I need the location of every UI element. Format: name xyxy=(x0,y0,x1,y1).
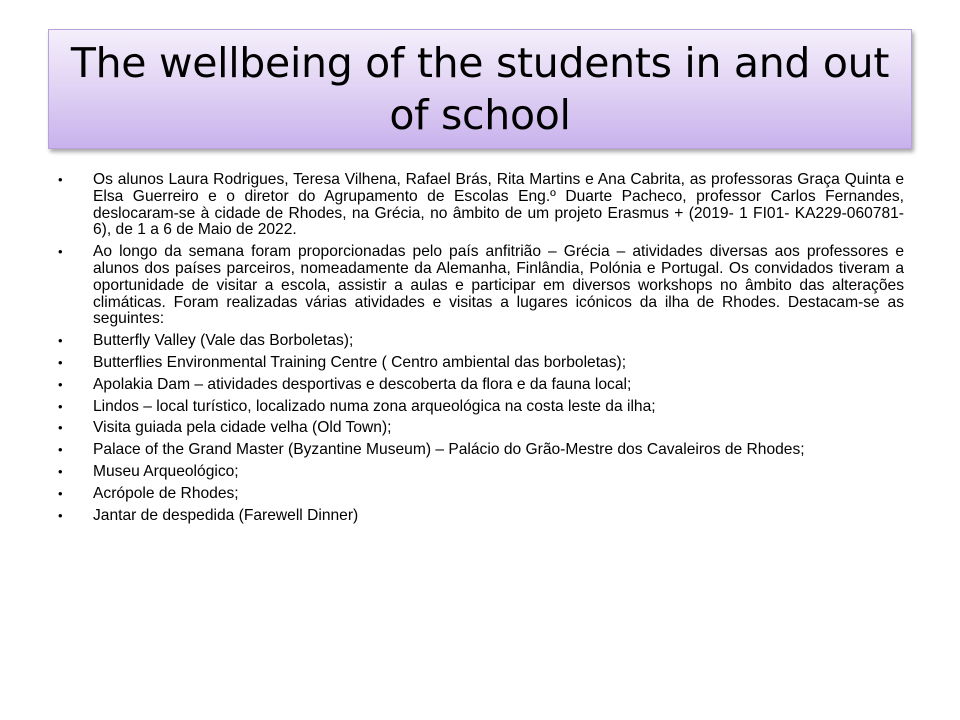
list-item-text: Museu Arqueológico; xyxy=(93,462,239,480)
bullet-icon: • xyxy=(58,420,63,436)
list-item-text: Acrópole de Rhodes; xyxy=(93,484,239,502)
bullet-icon: • xyxy=(58,442,63,458)
list-item-text: Lindos – local turístico, localizado numa zona arqueológica na costa leste da ilha; xyxy=(93,397,656,415)
bullet-icon: • xyxy=(58,172,63,187)
list-item xyxy=(58,333,904,350)
list-item xyxy=(58,172,904,239)
list-item xyxy=(58,377,904,394)
list-item xyxy=(58,486,904,503)
list-item-text: Butterfly Valley (Vale das Borboletas); xyxy=(93,332,354,350)
list-item xyxy=(58,399,904,416)
list-item xyxy=(58,355,904,372)
list-item-text: Ao longo da semana foram proporcionadas pelo país anfitrião – Grécia – atividades diversas aos professores e alunos dos países parceiros, nomeadamente da Alemanha, Finlândia, Polónia e Portugal. Os convidados tiveram a oportunidade de visitar a escola, assistir a aulas e participar em diversos workshops no âmbito das alterações climáticas. Foram realizadas várias atividades e visitas a lugares icónicos da ilha de Rhodes. Destacam-se as seguintes: xyxy=(93,243,904,328)
list-item-text: Jantar de despedida (Farewell Dinner) xyxy=(93,506,359,524)
list-item xyxy=(58,508,904,525)
bullet-list xyxy=(58,172,904,529)
title-box xyxy=(48,29,912,149)
bullet-icon: • xyxy=(58,485,63,501)
bullet-icon: • xyxy=(58,398,63,414)
bullet-icon: • xyxy=(58,244,63,260)
bullet-icon: • xyxy=(58,333,63,349)
list-item xyxy=(58,442,904,459)
slide-title: The wellbeing of the students in and out of school xyxy=(70,39,890,139)
list-item xyxy=(58,464,904,481)
list-item-text: Os alunos Laura Rodrigues, Teresa Vilhena, Rafael Brás, Rita Martins e Ana Cabrita, as professoras Graça Quinta e Elsa Guerreiro e o diretor do Agrupamento de Escolas Eng.º Duarte Pacheco, professor Carlos Fernandes, deslocaram-se à cidade de Rhodes, na Grécia, no âmbito de um projeto Erasmus + (2019- 1 FI01- KA229-060781-6), de 1 a 6 de Maio de 2022. xyxy=(93,171,904,239)
list-item xyxy=(58,244,904,328)
list-item-text: Palace of the Grand Master (Byzantine Museum) – Palácio do Grão-Mestre dos Cavaleiros de Rhodes; xyxy=(93,441,805,459)
list-item-text: Apolakia Dam – atividades desportivas e descoberta da flora e da fauna local; xyxy=(93,375,632,393)
bullet-icon: • xyxy=(58,376,63,392)
list-item xyxy=(58,420,904,437)
bullet-icon: • xyxy=(58,507,63,523)
list-item-text: Butterflies Environmental Training Centre ( Centro ambiental das borboletas); xyxy=(93,353,627,371)
list-item-text: Visita guiada pela cidade velha (Old Town); xyxy=(93,419,392,437)
bullet-icon: • xyxy=(58,463,63,479)
bullet-icon: • xyxy=(58,354,63,370)
